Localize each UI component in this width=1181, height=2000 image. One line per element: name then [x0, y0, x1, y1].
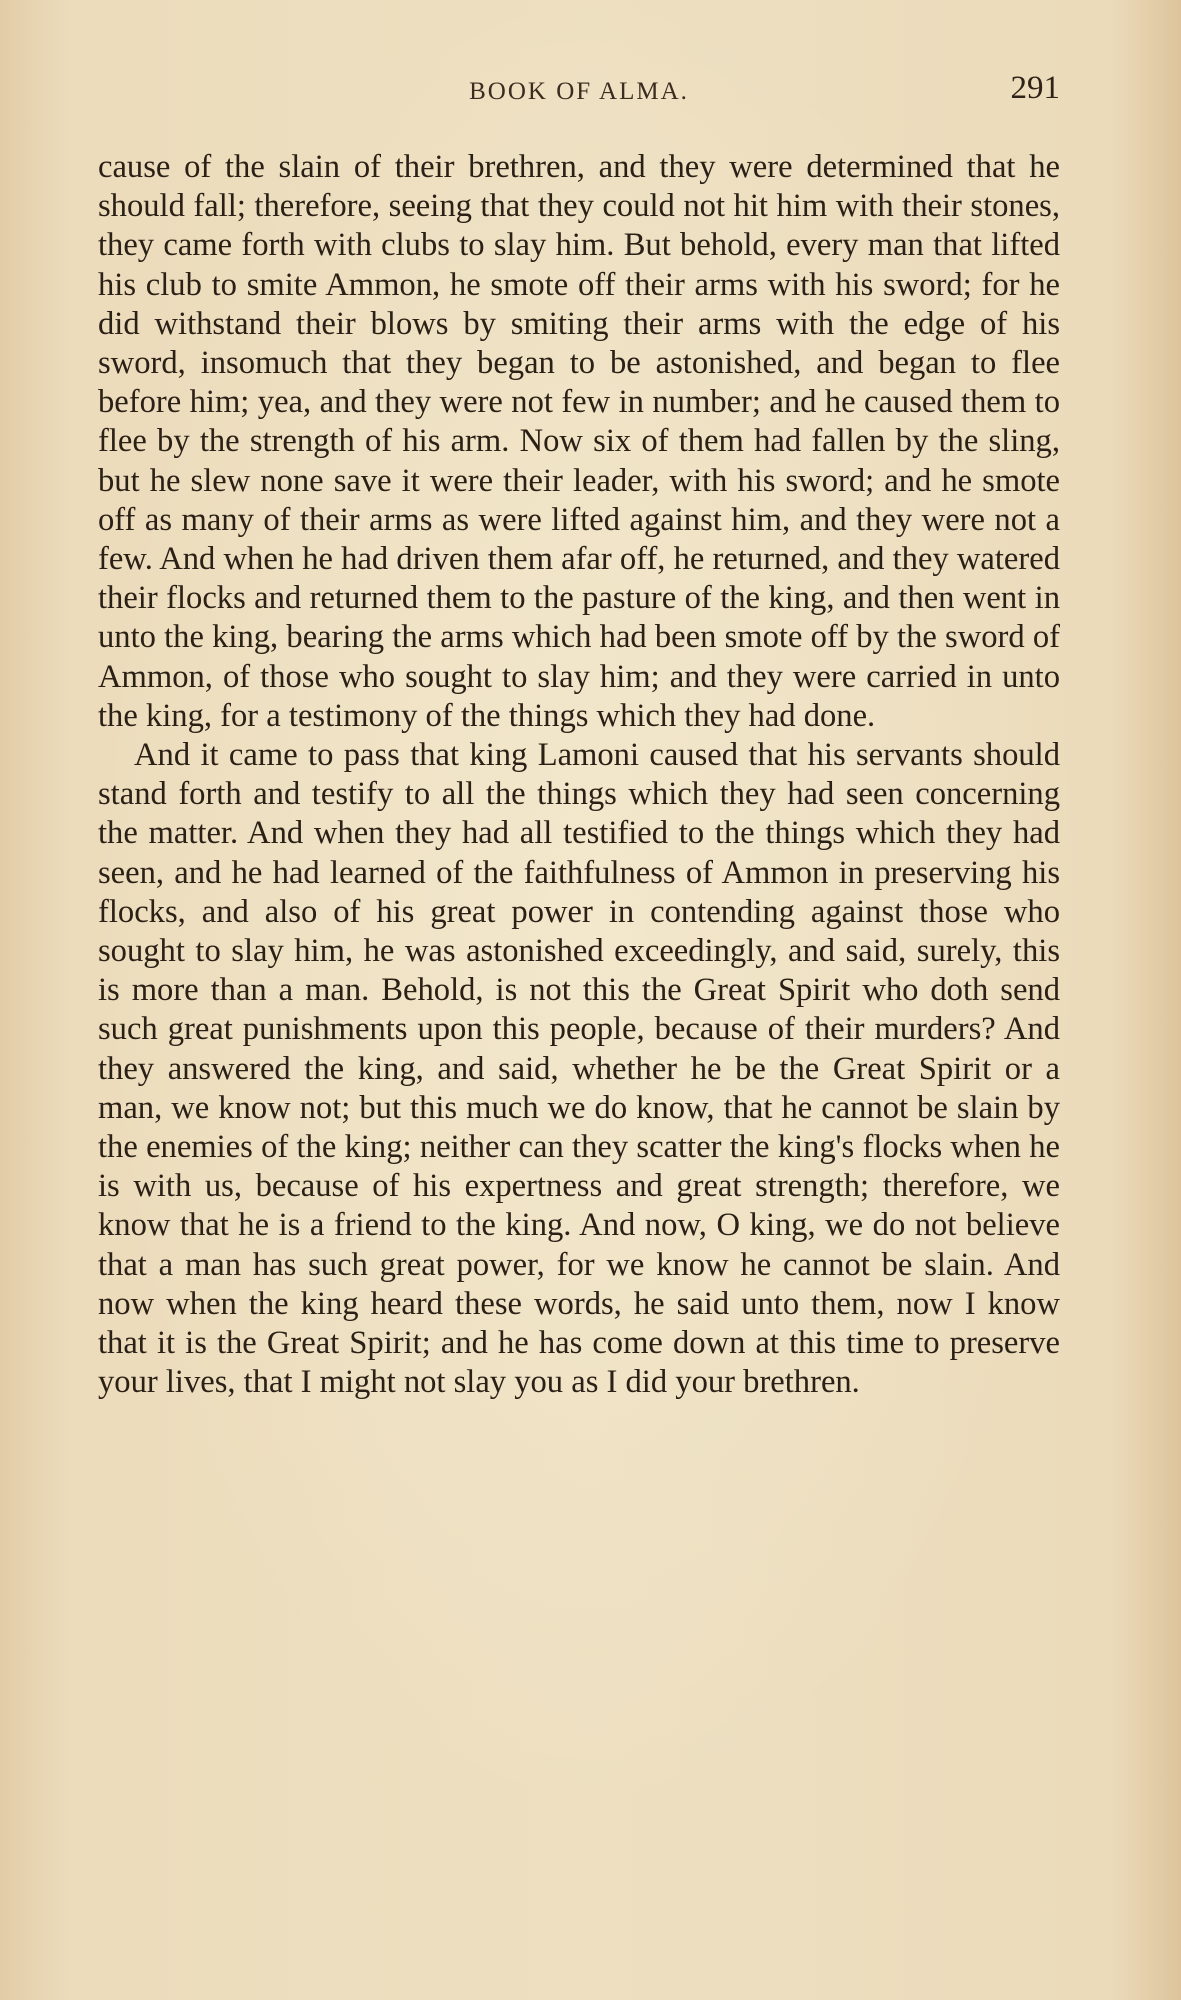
body-text — [98, 148, 1060, 1403]
running-head: BOOK OF ALMA. — [469, 78, 689, 105]
paragraph-2: And it came to pass that king Lamoni caused that his servants should stand forth and testify to all the things which they had seen concerning the matter. And when they had all testified to the things which they had seen, and he had learned of the faithfulness of Ammon in preserving his flocks, and also of his great power in contending against those who sought to slay him, he was astonished exceedingly, and said, surely, this is more than a man. Behold, is not this the Great Spirit who doth send such great punishments upon this people, because of their murders? And they answered the king, and said, whether he be the Great Spirit or a man, we know not; but this much we do know, that he cannot be slain by the enemies of the king; neither can they scatter the king's flocks when he is with us, because of his expertness and great strength; therefore, we know that he is a friend to the king. And now, O king, we do not believe that a man has such great power, for we know he cannot be slain. And now when the king heard these words, he said unto them, now I know that it is the Great Spirit; and he has come down at this time to preserve your lives, that I might not slay you as I did your brethren. — [98, 737, 1060, 1401]
page-number: 291 — [1010, 70, 1060, 106]
page-header — [98, 70, 1060, 118]
paragraph-1: cause of the slain of their brethren, and they were determined that he should fall; therefore, seeing that they could not hit him with their stones, they came forth with clubs to slay him. But behold, every man that lifted his club to smite Ammon, he smote off their arms with his sword; for he did withstand their blows by smiting their arms with the edge of his sword, insomuch that they began to be astonished, and began to flee before him; yea, and they were not few in number; and he caused them to flee by the strength of his arm. Now six of them had fallen by the sling, but he slew none save it were their leader, with his sword; and he smote off as many of their arms as were lifted against him, and they were not a few. And when he had driven them afar off, he returned, and they watered their flocks and returned them to the pasture of the king, and then went in unto the king, bearing the arms which had been smote off by the sword of Ammon, of those who sought to slay him; and they were carried in unto the king, for a testimony of the things which they had done. — [98, 149, 1060, 734]
